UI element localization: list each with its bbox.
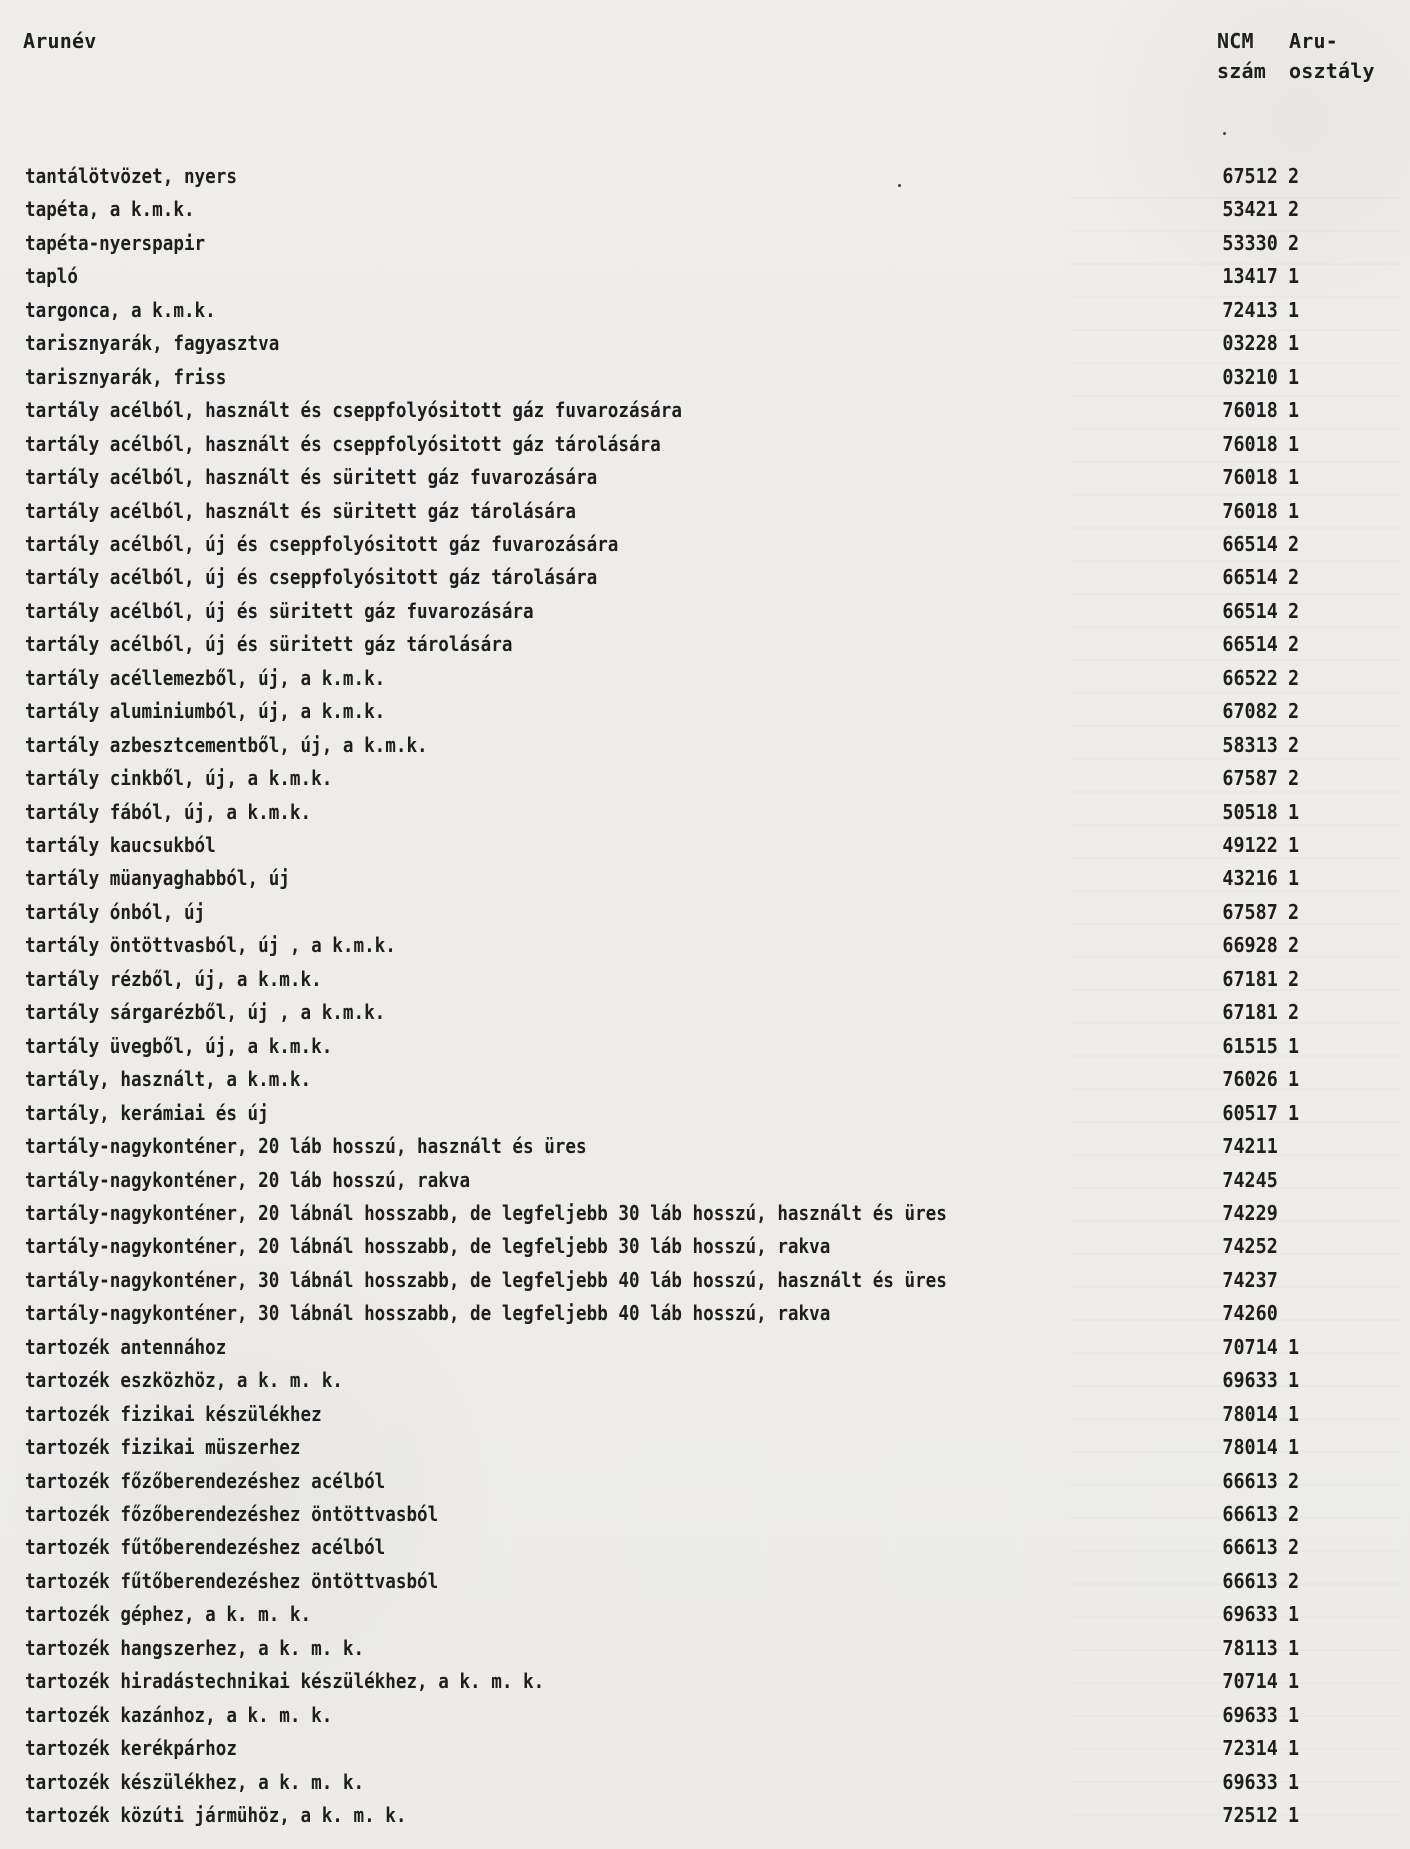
ncm-number: 66514 — [1222, 565, 1278, 590]
ncm-number: 69633 — [1222, 1368, 1278, 1393]
item-name: tartály kaucsukból — [25, 833, 216, 857]
product-class: 1 — [1288, 833, 1300, 857]
table-row — [0, 461, 1410, 494]
item-name: tarisznyarák, friss — [25, 364, 227, 389]
table-row — [0, 1097, 1410, 1130]
table-row — [0, 1197, 1410, 1230]
ncm-number: 69633 — [1222, 1602, 1278, 1627]
product-class: 1 — [1288, 1401, 1300, 1426]
product-class: 1 — [1288, 1635, 1300, 1660]
table-row — [0, 896, 1410, 929]
product-class: 1 — [1288, 1602, 1300, 1627]
ncm-number: 67181 — [1222, 966, 1278, 991]
product-class: 2 — [1288, 1000, 1300, 1025]
table-row — [0, 1498, 1410, 1531]
ncm-number: 72413 — [1222, 297, 1278, 322]
ncm-number: 69633 — [1222, 1769, 1278, 1794]
product-class: 1 — [1288, 398, 1300, 423]
product-class: 1 — [1288, 364, 1300, 389]
table-row — [0, 1632, 1410, 1665]
product-class: 2 — [1288, 732, 1300, 757]
table-row — [0, 193, 1410, 226]
table-row — [0, 1398, 1410, 1431]
item-name: tartály acélból, új és süritett gáz tárolására — [25, 632, 513, 657]
ncm-number: 66928 — [1222, 933, 1278, 958]
item-name: tapéta, a k.m.k. — [25, 197, 195, 222]
product-class: 1 — [1288, 465, 1300, 490]
product-class: 2 — [1288, 933, 1300, 958]
table-row — [0, 294, 1410, 327]
table-row — [0, 628, 1410, 661]
table-row — [0, 1465, 1410, 1498]
product-class: 2 — [1288, 899, 1300, 924]
item-name: tartozék kazánhoz, a k. m. k. — [25, 1702, 333, 1727]
table-row — [0, 1799, 1410, 1832]
ncm-number: 66613 — [1222, 1468, 1278, 1493]
item-name: tartály acélból, használt és cseppfolyósitott gáz tárolására — [25, 431, 661, 456]
product-class: 2 — [1288, 164, 1300, 188]
item-name: tartozék közúti jármühöz, a k. m. k. — [25, 1803, 407, 1828]
ncm-number: 74245 — [1222, 1167, 1278, 1192]
product-class: 2 — [1288, 565, 1300, 590]
ncm-number: 66613 — [1222, 1535, 1278, 1560]
item-name: tartály ónból, új — [25, 899, 206, 924]
table-row — [0, 361, 1410, 394]
item-name: tartozék készülékhez, a k. m. k. — [25, 1769, 365, 1794]
table-row — [0, 260, 1410, 293]
table-row — [0, 1331, 1410, 1364]
table-row — [0, 1766, 1410, 1799]
item-name: tartály cinkből, új, a k.m.k. — [25, 766, 333, 791]
item-name: tartály, kerámiai és új — [25, 1100, 269, 1125]
table-row — [0, 1665, 1410, 1698]
table-row — [0, 1230, 1410, 1263]
table-row — [0, 1364, 1410, 1397]
ncm-number: 76018 — [1222, 431, 1278, 456]
item-name: tartozék hangszerhez, a k. m. k. — [25, 1635, 365, 1660]
ncm-number: 66613 — [1222, 1568, 1278, 1593]
product-class: 1 — [1288, 1769, 1300, 1794]
product-class: 1 — [1288, 1702, 1300, 1727]
product-class: 2 — [1288, 1535, 1300, 1560]
product-class: 1 — [1288, 331, 1300, 356]
table-row — [0, 227, 1410, 260]
table-row — [0, 1297, 1410, 1330]
ncm-number: 67587 — [1222, 766, 1278, 791]
product-class: 1 — [1288, 866, 1300, 891]
product-class: 1 — [1288, 1033, 1300, 1058]
item-name: tartály acélból, használt és cseppfolyósitott gáz fuvarozására — [25, 398, 682, 423]
item-name: tartály acélból, új és cseppfolyósitott gáz fuvarozására — [25, 531, 619, 556]
ncm-number: 67512 — [1222, 164, 1278, 188]
item-name: tartály-nagykonténer, 30 lábnál hosszabb, de legfeljebb 40 láb hosszú, használt és üres — [25, 1267, 947, 1292]
ncm-number: 76026 — [1222, 1067, 1278, 1092]
ncm-number: 70714 — [1222, 1334, 1278, 1359]
item-name: tartály üvegből, új, a k.m.k. — [25, 1033, 333, 1058]
product-class: 2 — [1288, 766, 1300, 791]
product-class: 1 — [1288, 1435, 1300, 1460]
item-name: tapéta-nyerspapir — [25, 230, 206, 255]
ncm-number: 78014 — [1222, 1401, 1278, 1426]
product-class: 1 — [1288, 1736, 1300, 1761]
ncm-number: 13417 — [1222, 264, 1278, 289]
table-row — [0, 495, 1410, 528]
product-class: 1 — [1288, 1334, 1300, 1359]
table-row — [0, 528, 1410, 561]
item-name: tartály sárgarézből, új , a k.m.k. — [25, 1000, 386, 1025]
table-row — [0, 1164, 1410, 1197]
product-class: 1 — [1288, 1803, 1300, 1828]
item-name: tartály acélból, új és süritett gáz fuvarozására — [25, 598, 534, 623]
table-row — [0, 762, 1410, 795]
ncm-number: 66514 — [1222, 598, 1278, 623]
ncm-number: 76018 — [1222, 465, 1278, 490]
product-class: 2 — [1288, 598, 1300, 623]
table-row — [0, 1565, 1410, 1598]
ncm-number: 67181 — [1222, 1000, 1278, 1025]
product-class: 2 — [1288, 1568, 1300, 1593]
table-row — [0, 561, 1410, 594]
ncm-number: 03228 — [1222, 331, 1278, 356]
ncm-number: 66522 — [1222, 665, 1278, 690]
item-name: tartozék antennához — [25, 1334, 227, 1359]
product-class: 2 — [1288, 531, 1300, 556]
product-class: 1 — [1288, 1067, 1300, 1092]
ncm-number: 66613 — [1222, 1502, 1278, 1526]
ncm-number: 60517 — [1222, 1100, 1278, 1125]
product-class: 1 — [1288, 431, 1300, 456]
ncm-number: 67587 — [1222, 899, 1278, 924]
product-class: 1 — [1288, 264, 1300, 289]
item-name: tartály-nagykonténer, 20 lábnál hosszabb, de legfeljebb 30 láb hosszú, használt és üres — [25, 1200, 947, 1225]
product-class: 1 — [1288, 1669, 1300, 1694]
item-name: tantálötvözet, nyers — [25, 164, 237, 188]
product-class: 1 — [1288, 498, 1300, 523]
ncm-number: 50518 — [1222, 799, 1278, 824]
ncm-number: 72314 — [1222, 1736, 1278, 1761]
item-name: tartozék fizikai müszerhez — [25, 1435, 301, 1460]
ncm-number: 72512 — [1222, 1803, 1278, 1828]
item-name: tartozék hiradástechnikai készülékhez, a k. m. k. — [25, 1669, 545, 1694]
ncm-number: 69633 — [1222, 1702, 1278, 1727]
table-row — [0, 1063, 1410, 1096]
item-name: tartály-nagykonténer, 30 lábnál hosszabb, de legfeljebb 40 láb hosszú, rakva — [25, 1301, 831, 1326]
product-class: 2 — [1288, 665, 1300, 690]
item-name: targonca, a k.m.k. — [25, 297, 216, 322]
product-class: 2 — [1288, 1502, 1300, 1526]
item-name: tartály rézből, új, a k.m.k. — [25, 966, 322, 991]
item-name: tartály fából, új, a k.m.k. — [25, 799, 312, 824]
item-name: tapló — [25, 264, 78, 289]
ncm-number: 66514 — [1222, 632, 1278, 657]
table-row — [0, 1598, 1410, 1631]
item-name: tartozék fűtőberendezéshez öntöttvasból — [25, 1568, 439, 1593]
table-row — [0, 996, 1410, 1029]
item-name: tarisznyarák, fagyasztva — [25, 331, 280, 356]
item-name: tartozék főzőberendezéshez acélból — [25, 1468, 386, 1493]
ncm-number: 03210 — [1222, 364, 1278, 389]
table-row — [0, 160, 1410, 193]
ncm-number: 74252 — [1222, 1234, 1278, 1259]
item-name: tartozék fűtőberendezéshez acélból — [25, 1535, 386, 1560]
item-name: tartály-nagykonténer, 20 lábnál hosszabb, de legfeljebb 30 láb hosszú, rakva — [25, 1234, 831, 1259]
item-name: tartály acélból, használt és süritett gáz tárolására — [25, 498, 577, 523]
ncm-number: 67082 — [1222, 699, 1278, 724]
ink-dot — [1223, 132, 1226, 135]
column-header-ncm-number: NCM szám — [1217, 29, 1266, 83]
ncm-number: 76018 — [1222, 398, 1278, 423]
ncm-number: 66514 — [1222, 531, 1278, 556]
table-row — [0, 1264, 1410, 1297]
ncm-number: 74260 — [1222, 1301, 1278, 1326]
ncm-number: 78014 — [1222, 1435, 1278, 1460]
table-row — [0, 1130, 1410, 1163]
table-row — [0, 1531, 1410, 1564]
ncm-number: 61515 — [1222, 1033, 1278, 1058]
item-name: tartozék fizikai készülékhez — [25, 1401, 322, 1426]
item-name: tartály aluminiumból, új, a k.m.k. — [25, 699, 386, 724]
item-name: tartozék eszközhöz, a k. m. k. — [25, 1368, 343, 1393]
table-row — [0, 729, 1410, 762]
item-name: tartozék kerékpárhoz — [25, 1736, 237, 1761]
item-name: tartály öntöttvasból, új , a k.m.k. — [25, 933, 396, 958]
table-row — [0, 829, 1410, 862]
table-row — [0, 428, 1410, 461]
product-class: 2 — [1288, 1468, 1300, 1493]
item-name: tartály azbesztcementből, új, a k.m.k. — [25, 732, 428, 757]
ncm-number: 53421 — [1222, 197, 1278, 222]
ncm-number: 70714 — [1222, 1669, 1278, 1694]
ncm-number: 49122 — [1222, 833, 1278, 857]
ncm-number: 43216 — [1222, 866, 1278, 891]
product-class: 2 — [1288, 632, 1300, 657]
item-name: tartály-nagykonténer, 20 láb hosszú, rakva — [25, 1167, 471, 1192]
item-name: tartály, használt, a k.m.k. — [25, 1067, 312, 1092]
table-row — [0, 1431, 1410, 1464]
product-class: 1 — [1288, 799, 1300, 824]
ncm-number: 78113 — [1222, 1635, 1278, 1660]
table-row — [0, 662, 1410, 695]
ncm-number: 76018 — [1222, 498, 1278, 523]
table-row — [0, 1699, 1410, 1732]
table-row — [0, 929, 1410, 962]
item-name: tartály-nagykonténer, 20 láb hosszú, használt és üres — [25, 1134, 587, 1159]
product-class: 2 — [1288, 699, 1300, 724]
column-header-item-name: Arunév — [23, 29, 97, 53]
item-name: tartozék géphez, a k. m. k. — [25, 1602, 312, 1627]
ncm-number: 58313 — [1222, 732, 1278, 757]
table-row — [0, 327, 1410, 360]
product-class: 2 — [1288, 230, 1300, 255]
item-name: tartály acéllemezből, új, a k.m.k. — [25, 665, 386, 690]
table-row — [0, 862, 1410, 895]
column-header-product-class: Aru- osztály — [1289, 29, 1375, 83]
table-row — [0, 1732, 1410, 1765]
table-row — [0, 796, 1410, 829]
product-class: 1 — [1288, 1368, 1300, 1393]
product-class: 2 — [1288, 966, 1300, 991]
product-class: 2 — [1288, 197, 1300, 222]
ncm-number: 74229 — [1222, 1200, 1278, 1225]
ncm-number: 74237 — [1222, 1267, 1278, 1292]
ncm-number: 53330 — [1222, 230, 1278, 255]
table-row — [0, 394, 1410, 427]
table-row — [0, 1030, 1410, 1063]
product-class: 1 — [1288, 297, 1300, 322]
table-row — [0, 595, 1410, 628]
item-name: tartály müanyaghabból, új — [25, 866, 290, 891]
ncm-number: 74211 — [1222, 1134, 1278, 1159]
table-row — [0, 963, 1410, 996]
item-name: tartály acélból, használt és süritett gáz fuvarozására — [25, 465, 598, 490]
item-name: tartály acélból, új és cseppfolyósitott gáz tárolására — [25, 565, 598, 590]
item-name: tartozék főzőberendezéshez öntöttvasból — [25, 1502, 439, 1526]
table-row — [0, 695, 1410, 728]
product-class: 1 — [1288, 1100, 1300, 1125]
